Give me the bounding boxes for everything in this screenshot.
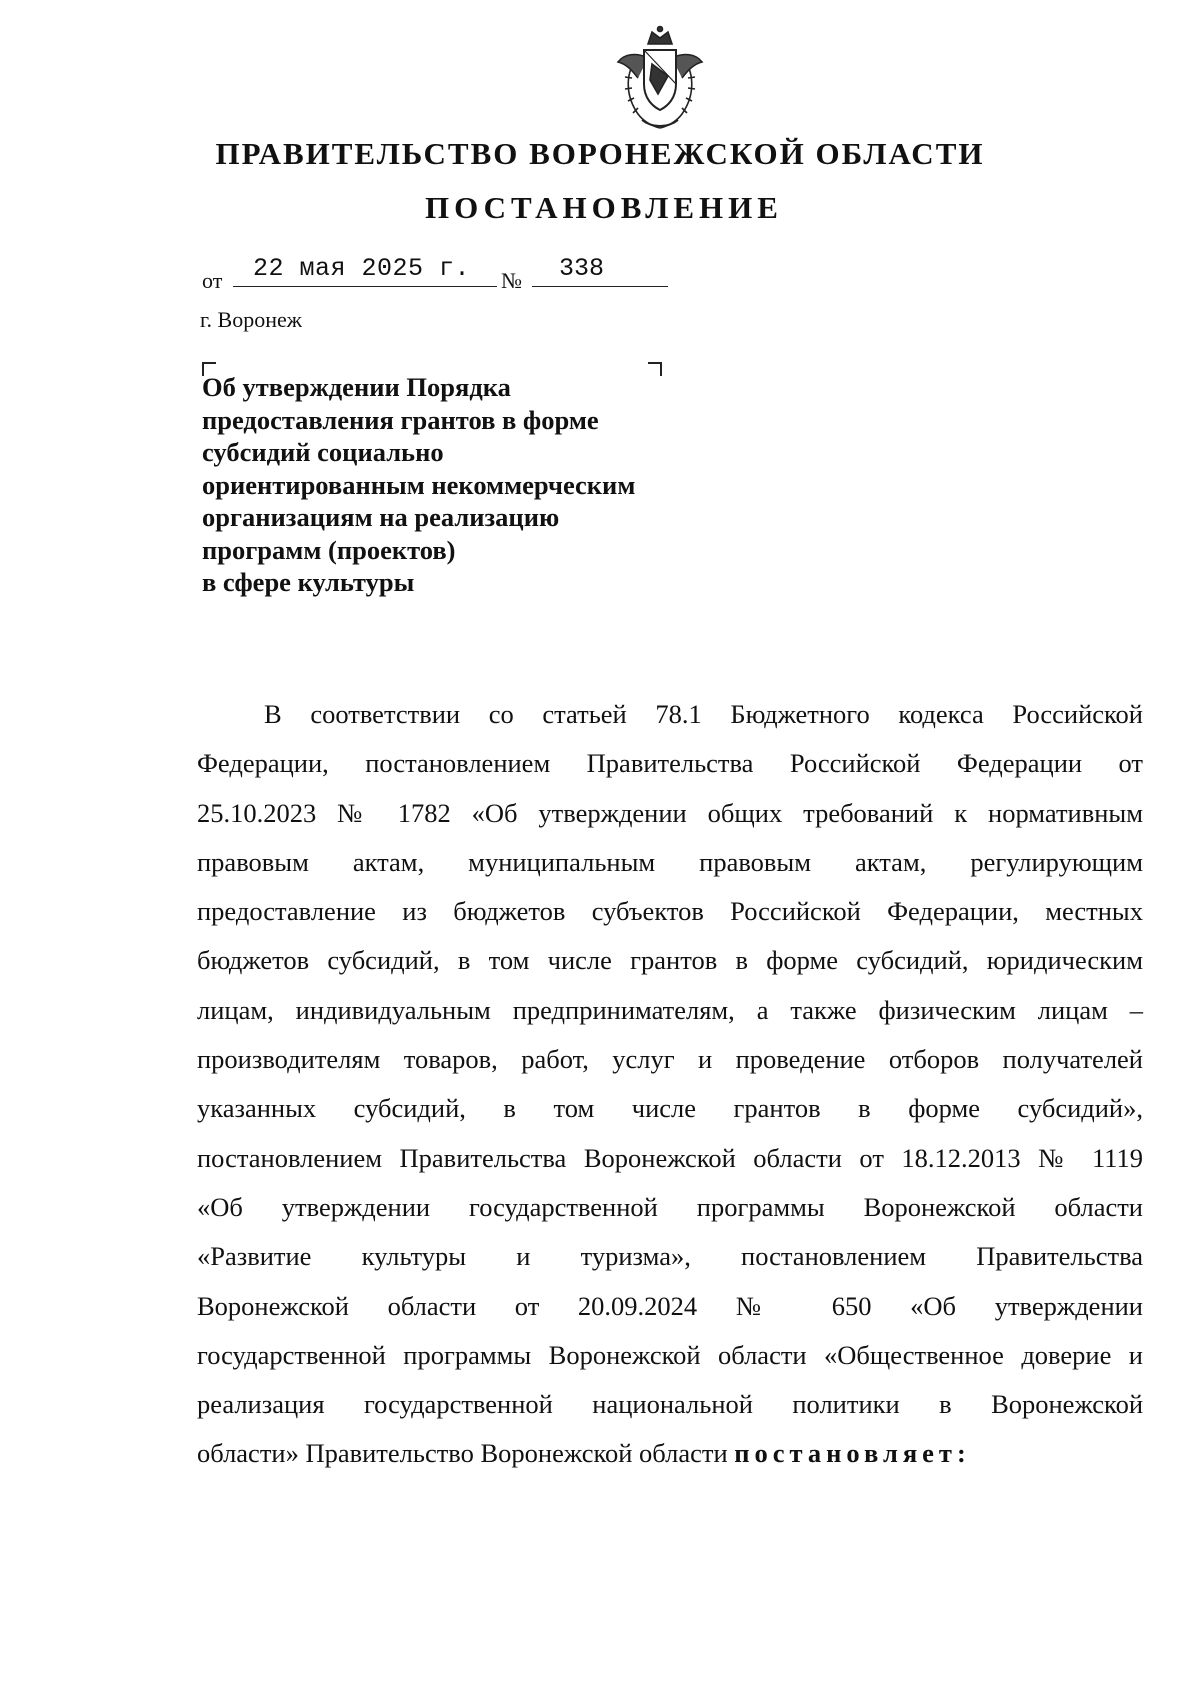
subject-line: субсидий социально xyxy=(202,437,444,467)
subject-line: организациям на реализацию xyxy=(202,502,560,532)
body-line: предоставление из бюджетов субъектов Российской Федерации, местных xyxy=(197,896,1143,927)
body-line: 25.10.2023 № 1782 «Об утверждении общих требований к нормативным xyxy=(197,797,1143,828)
body-last-text: области» Правительство Воронежской области xyxy=(197,1438,735,1469)
document-subject xyxy=(202,371,702,599)
number-prefix: № xyxy=(501,268,522,293)
date-field xyxy=(233,248,497,287)
body-line: В соответствии со статьей 78.1 Бюджетного кодекса Российской xyxy=(264,699,1143,729)
coat-of-arms-icon xyxy=(608,24,712,136)
body-line: государственной программы Воронежской области «Общественное доверие и xyxy=(197,1339,1143,1370)
body-line: указанных субсидий, в том числе грантов в форме субсидий», xyxy=(197,1093,1143,1124)
city: г. Воронеж xyxy=(200,307,302,332)
resolves-word: постановляет: xyxy=(734,1438,971,1469)
body-line: правовым актам, муниципальным правовым актам, регулирующим xyxy=(197,846,1143,877)
body-line: бюджетов субсидий, в том числе грантов в форме субсидий, юридическим xyxy=(197,945,1143,976)
date-number-line xyxy=(202,248,682,292)
body-line: «Об утверждении государственной программы Воронежской области xyxy=(197,1191,1143,1222)
body-line: Федерации, постановлением Правительства Российской Федерации от xyxy=(197,748,1143,779)
body-last-line xyxy=(197,1429,1143,1478)
document-date: 22 мая 2025 г. xyxy=(253,254,471,283)
body-line: «Развитие культуры и туризма», постановлением Правительства xyxy=(197,1241,1143,1272)
body-line: Воронежской области от 20.09.2024 № 650 «Об утверждении xyxy=(197,1290,1143,1321)
body-line: постановлением Правительства Воронежской области от 18.12.2013 № 1119 xyxy=(197,1142,1143,1173)
subject-line: программ (проектов) xyxy=(202,534,456,565)
document-number: 338 xyxy=(559,254,605,283)
document-type: ПОСТАНОВЛЕНИЕ xyxy=(425,190,783,225)
document-body xyxy=(197,690,1143,1479)
subject-line: ориентированным некоммерческим xyxy=(202,469,636,500)
number-field xyxy=(532,248,668,287)
subject-line: предоставления грантов в форме xyxy=(202,404,599,435)
date-prefix: от xyxy=(202,268,223,293)
government-name: ПРАВИТЕЛЬСТВО ВОРОНЕЖСКОЙ ОБЛАСТИ xyxy=(215,136,985,171)
body-line: производителям товаров, работ, услуг и проведение отборов получателей xyxy=(197,1044,1143,1075)
subject-line: в сфере культуры xyxy=(202,567,415,597)
body-line: реализация государственной национальной политики в Воронежской xyxy=(197,1389,1143,1420)
body-line: лицам, индивидуальным предпринимателям, а также физическим лицам – xyxy=(197,994,1143,1025)
subject-line: Об утверждении Порядка xyxy=(202,372,511,402)
